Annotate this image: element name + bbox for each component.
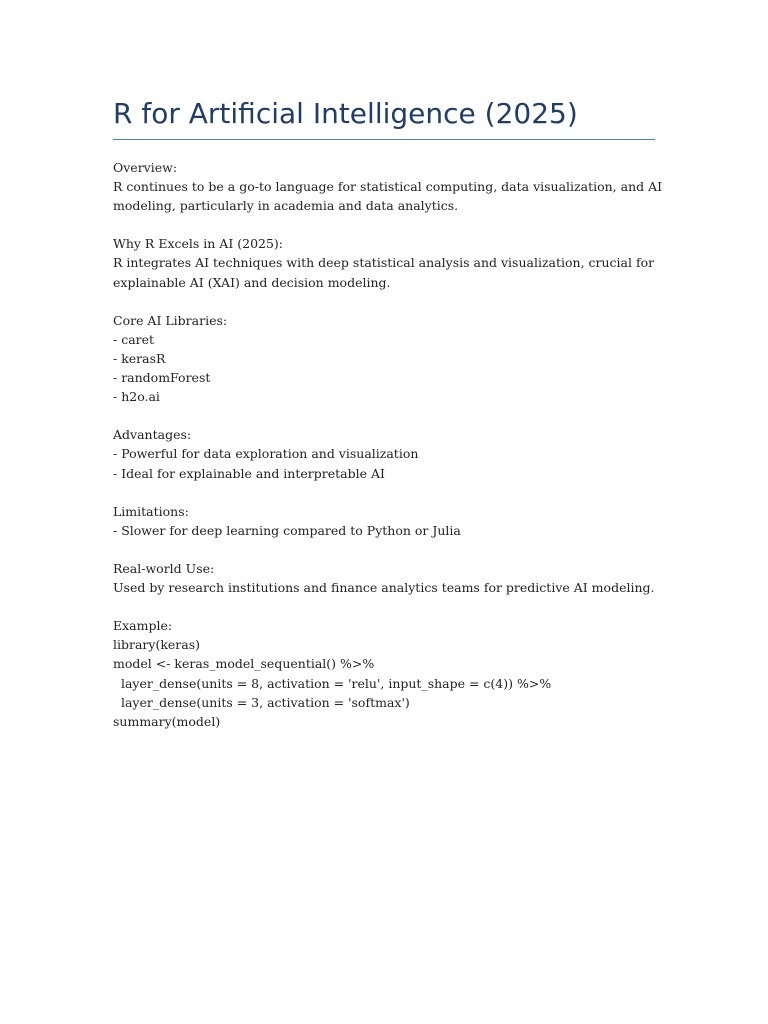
paragraph-gap bbox=[113, 597, 658, 616]
advantage-item: - Ideal for explainable and interpretable AI bbox=[113, 465, 385, 481]
libraries-heading: Core AI Libraries: bbox=[113, 312, 228, 328]
library-item: - randomForest bbox=[113, 370, 211, 386]
overview-heading: Overview: bbox=[113, 160, 178, 175]
example-heading: Example: bbox=[113, 618, 173, 634]
code-line: summary(model) bbox=[113, 713, 221, 729]
overview-line: modeling, particularly in academia and data analytics. bbox=[113, 198, 459, 214]
paragraph-gap bbox=[113, 540, 658, 559]
limitations-heading: Limitations: bbox=[113, 503, 189, 519]
paragraph-gap bbox=[113, 215, 658, 234]
library-item: - kerasR bbox=[113, 350, 166, 366]
document-body bbox=[113, 158, 663, 731]
code-line: layer_dense(units = 3, activation = 'softmax') bbox=[113, 694, 410, 710]
overview-line: R continues to be a go-to language for statistical computing, data visualization, and AI bbox=[113, 179, 663, 195]
code-line: model <- keras_model_sequential() %>% bbox=[113, 656, 375, 672]
paragraph-gap bbox=[113, 483, 658, 502]
library-item: - h2o.ai bbox=[113, 389, 160, 405]
library-item: - caret bbox=[113, 331, 155, 347]
code-line: layer_dense(units = 8, activation = 'relu', input_shape = c(4)) %>% bbox=[113, 675, 552, 691]
why-heading: Why R Excels in AI (2025): bbox=[113, 236, 284, 252]
title-divider bbox=[113, 139, 655, 140]
real-world-line: Used by research institutions and finance analytics teams for predictive AI modeling. bbox=[113, 580, 655, 596]
advantage-item: - Powerful for data exploration and visualization bbox=[113, 446, 419, 462]
real-world-heading: Real-world Use: bbox=[113, 560, 215, 576]
document-title: R for Artificial Intelligence (2025) bbox=[113, 97, 578, 130]
paragraph-gap bbox=[113, 292, 658, 311]
why-line: R integrates AI techniques with deep statistical analysis and visualization, crucial for bbox=[113, 255, 655, 271]
limitation-item: - Slower for deep learning compared to Python or Julia bbox=[113, 522, 461, 538]
advantages-heading: Advantages: bbox=[113, 427, 192, 443]
why-line: explainable AI (XAI) and decision modeling. bbox=[113, 274, 391, 290]
paragraph-gap bbox=[113, 406, 658, 425]
code-line: library(keras) bbox=[113, 637, 201, 653]
